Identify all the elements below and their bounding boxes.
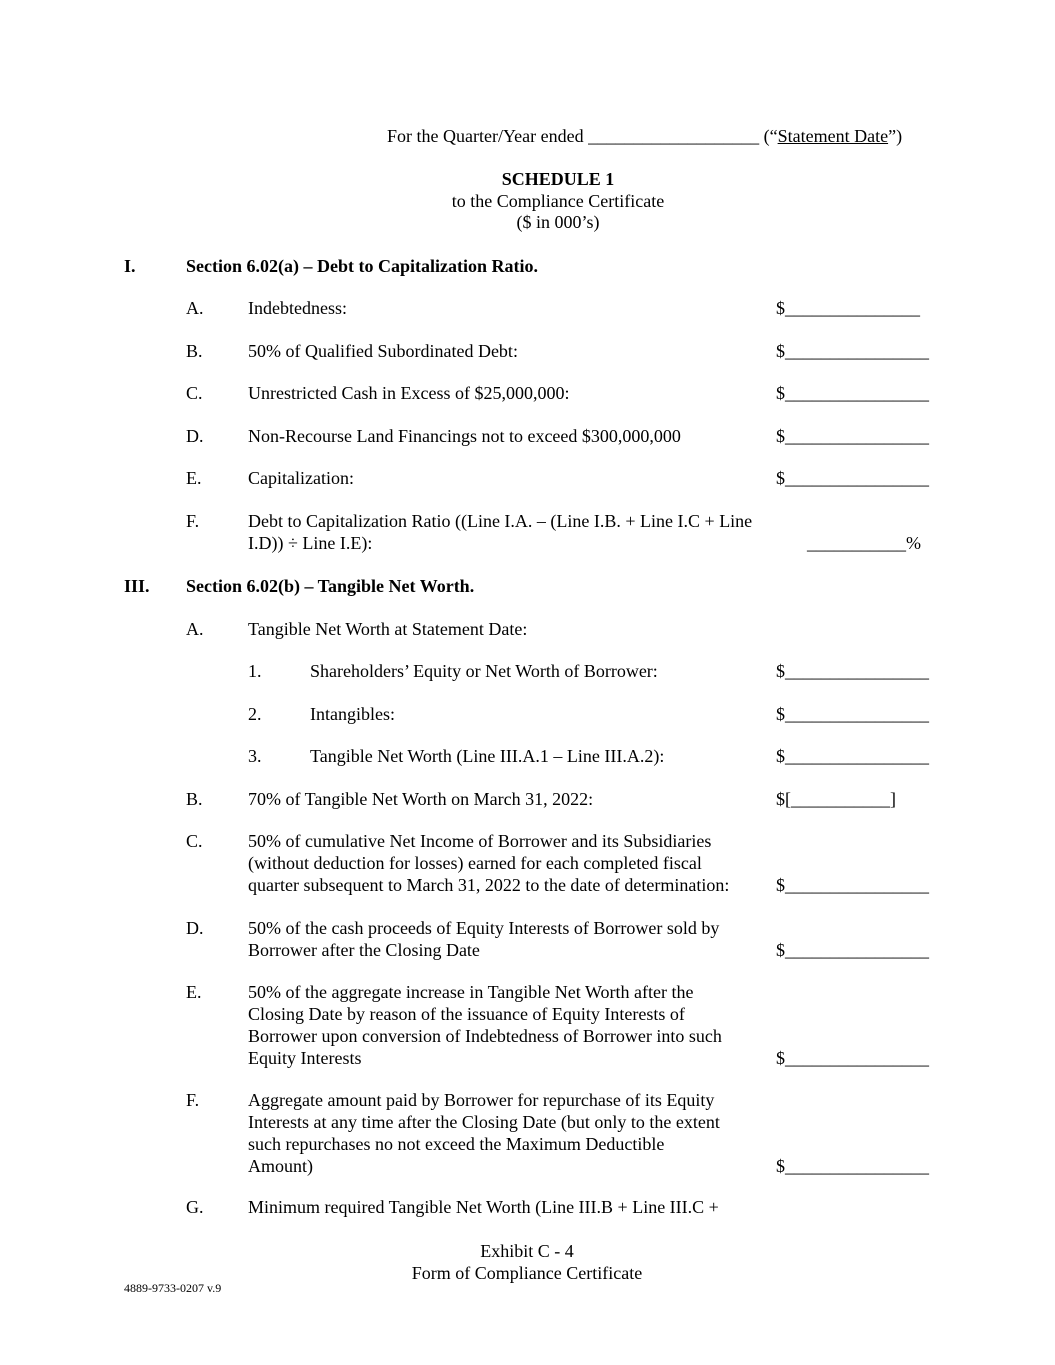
schedule-title: SCHEDULE 1 — [501, 169, 615, 189]
section-3-title: Section 6.02(b) – Tangible Net Worth. — [186, 576, 475, 596]
item-3e-line1: 50% of the aggregate increase in Tangible Net Worth after the — [248, 982, 694, 1002]
item-3e-line3: Borrower upon conversion of Indebtedness of Borrower into such — [248, 1026, 722, 1046]
item-1a-amount: $_______________ — [776, 298, 920, 318]
item-1c-amount: $________________ — [776, 383, 929, 403]
close-paren: ”) — [888, 126, 903, 146]
item-3e-line4: Equity Interests — [248, 1048, 362, 1068]
item-3c-amount: $________________ — [776, 875, 929, 895]
statement-date-term: Statement Date — [777, 126, 889, 146]
item-3g-text: Minimum required Tangible Net Worth (Line III.B + Line III.C + — [248, 1197, 719, 1217]
item-3a-letter: A. — [186, 619, 204, 639]
item-3f-line1: Aggregate amount paid by Borrower for repurchase of its Equity — [248, 1090, 715, 1110]
item-1c-text: Unrestricted Cash in Excess of $25,000,000: — [248, 383, 570, 403]
footer-form-title: Form of Compliance Certificate — [411, 1263, 643, 1283]
item-1b-text: 50% of Qualified Subordinated Debt: — [248, 341, 518, 361]
period-blank: ___________________ — [588, 126, 760, 146]
section-1-number: I. — [124, 256, 136, 276]
subitem-3-amount: $________________ — [776, 746, 929, 766]
subitem-1-number: 1. — [248, 661, 262, 681]
item-1d-text: Non-Recourse Land Financings not to exceed $300,000,000 — [248, 426, 681, 446]
item-1d-amount: $________________ — [776, 426, 929, 446]
item-3f-line3: such repurchases no not exceed the Maximum Deductible — [248, 1134, 665, 1154]
item-3c-letter: C. — [186, 831, 203, 851]
item-3e-letter: E. — [186, 982, 202, 1002]
item-3f-line2: Interests at any time after the Closing Date (but only to the extent — [248, 1112, 720, 1132]
subitem-3-text: Tangible Net Worth (Line III.A.1 – Line III.A.2): — [310, 746, 665, 766]
footer-exhibit: Exhibit C - 4 — [480, 1241, 574, 1261]
item-3b-text: 70% of Tangible Net Worth on March 31, 2022: — [248, 789, 594, 809]
item-3f-amount: $________________ — [776, 1156, 929, 1176]
item-1b-letter: B. — [186, 341, 203, 361]
item-3c-line1: 50% of cumulative Net Income of Borrower and its Subsidiaries — [248, 831, 712, 851]
item-1c-letter: C. — [186, 383, 203, 403]
section-3-number: III. — [124, 576, 150, 596]
subitem-3-number: 3. — [248, 746, 262, 766]
item-3c-line3: quarter subsequent to March 31, 2022 to the date of determination: — [248, 875, 730, 895]
footer-doc-id: 4889-9733-0207 v.9 — [124, 1281, 222, 1295]
item-3d-amount: $________________ — [776, 940, 929, 960]
subitem-2-amount: $________________ — [776, 704, 929, 724]
item-1f-letter: F. — [186, 511, 200, 531]
item-3c-line2: (without deduction for losses) earned for each completed fiscal — [248, 853, 702, 873]
item-1e-text: Capitalization: — [248, 468, 354, 488]
item-1d-letter: D. — [186, 426, 204, 446]
item-1b-amount: $________________ — [776, 341, 929, 361]
section-1-title: Section 6.02(a) – Debt to Capitalization Ratio. — [186, 256, 538, 276]
item-1f-text-line1: Debt to Capitalization Ratio ((Line I.A. – (Line I.B. + Line I.C + Line — [248, 511, 753, 531]
schedule-units: ($ in 000’s) — [516, 212, 600, 232]
statement-date-line — [387, 125, 902, 147]
item-3e-line2: Closing Date by reason of the issuance of Equity Interests of — [248, 1004, 685, 1024]
item-1a-letter: A. — [186, 298, 204, 318]
subitem-1-amount: $________________ — [776, 661, 929, 681]
period-label: For the Quarter/Year ended — [387, 126, 584, 146]
item-3f-line4: Amount) — [248, 1156, 313, 1176]
item-3b-letter: B. — [186, 789, 203, 809]
item-3g-letter: G. — [186, 1197, 204, 1217]
item-3d-line1: 50% of the cash proceeds of Equity Interests of Borrower sold by — [248, 918, 720, 938]
item-3d-line2: Borrower after the Closing Date — [248, 940, 480, 960]
item-1a-text: Indebtedness: — [248, 298, 347, 318]
item-1f-text-line2: I.D)) ÷ Line I.E): — [248, 533, 373, 553]
item-1f-amount: ___________% — [807, 533, 921, 553]
item-1e-letter: E. — [186, 468, 202, 488]
subitem-2-number: 2. — [248, 704, 262, 724]
item-3a-text: Tangible Net Worth at Statement Date: — [248, 619, 528, 639]
item-3e-amount: $________________ — [776, 1048, 929, 1068]
subitem-1-text: Shareholders’ Equity or Net Worth of Borrower: — [310, 661, 658, 681]
item-3d-letter: D. — [186, 918, 204, 938]
item-3b-amount: $[___________] — [776, 789, 896, 809]
open-paren: (“ — [763, 126, 778, 146]
schedule-subtitle: to the Compliance Certificate — [451, 191, 665, 211]
item-3f-letter: F. — [186, 1090, 200, 1110]
item-1e-amount: $________________ — [776, 468, 929, 488]
subitem-2-text: Intangibles: — [310, 704, 395, 724]
